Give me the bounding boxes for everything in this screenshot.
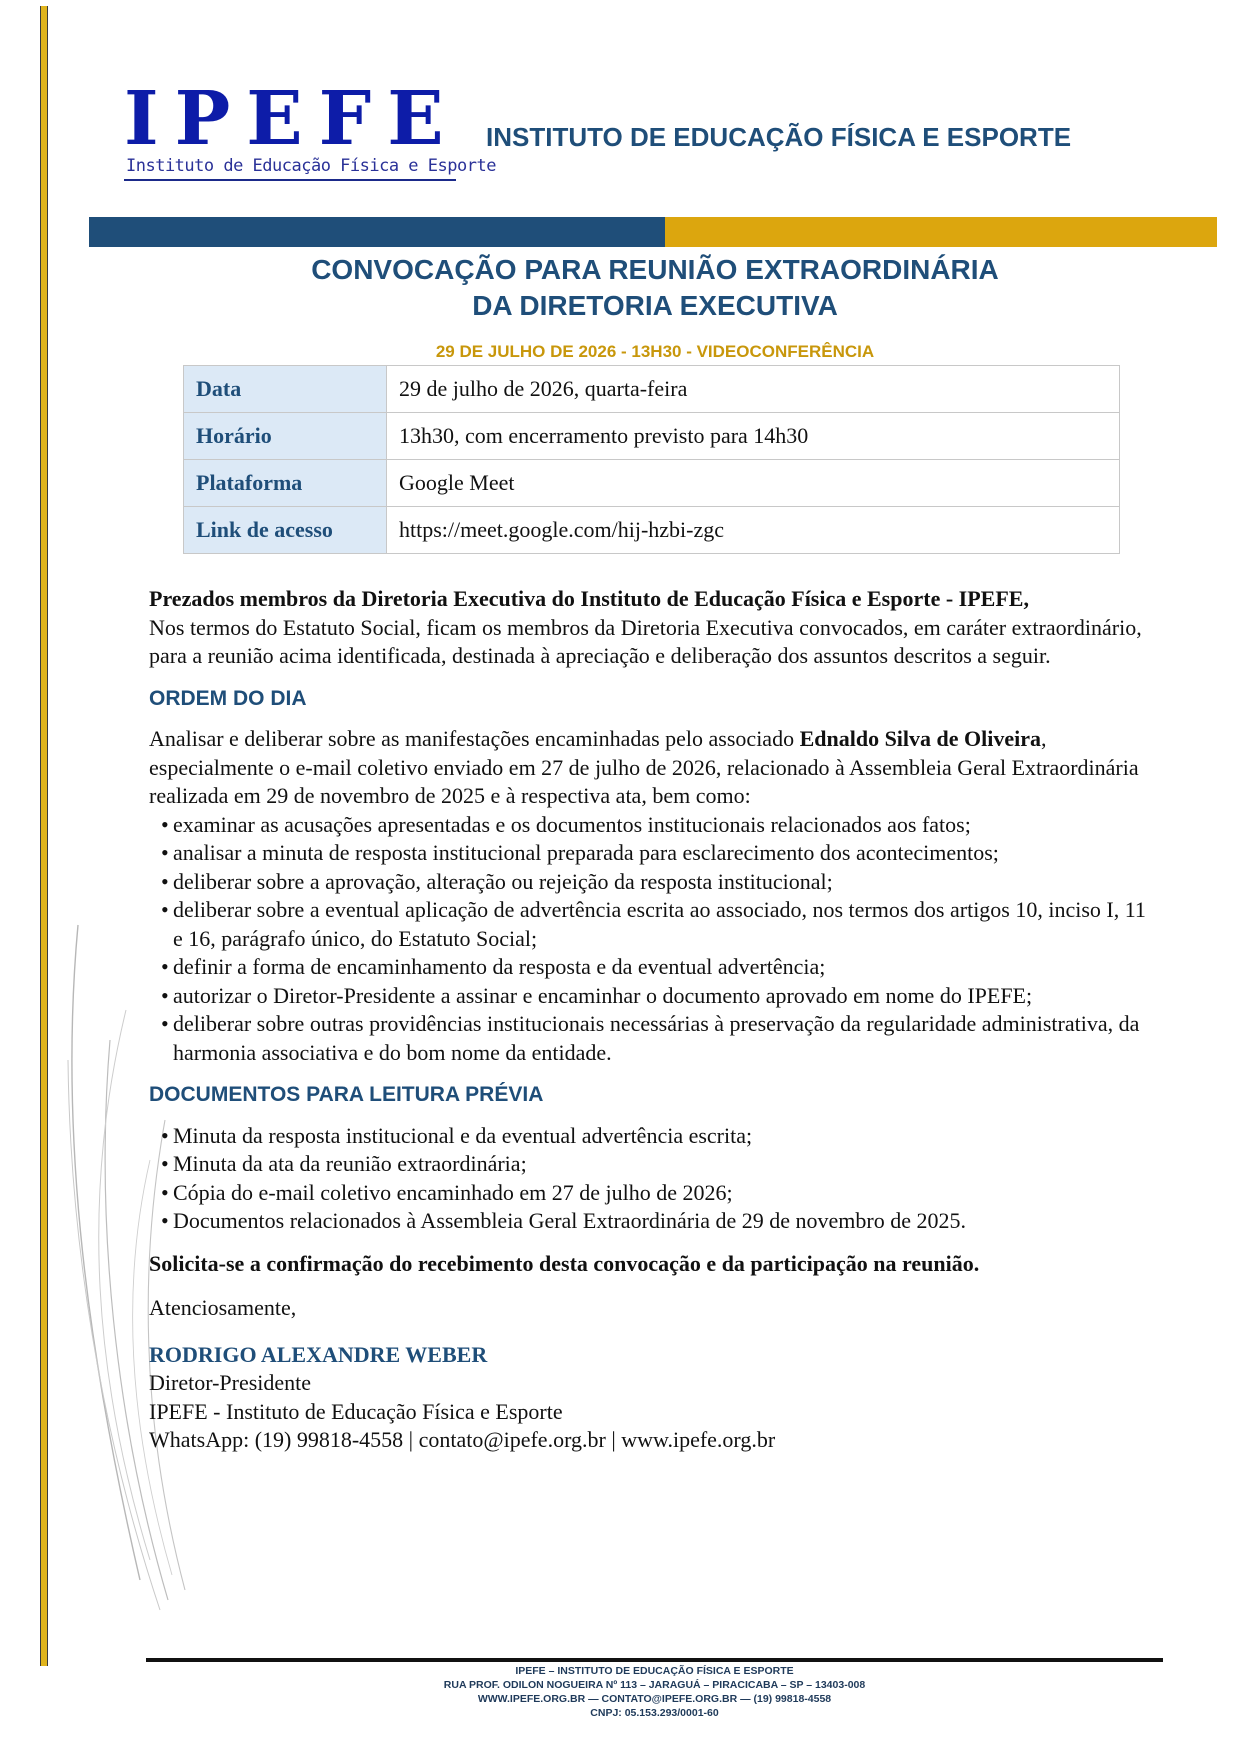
list-item: • deliberar sobre a aprovação, alteração ou rejeição da resposta institucional;	[161, 868, 1149, 897]
logo-subtitle: Instituto de Educação Física e Esporte	[126, 156, 496, 176]
document-title	[140, 252, 1170, 324]
logo-wordmark: IPEFE	[124, 76, 460, 162]
documents-heading: DOCUMENTOS PARA LEITURA PRÉVIA	[149, 1083, 544, 1106]
value-data: 29 de julho de 2026, quarta-feira	[387, 366, 1120, 413]
value-plataforma: Google Meet	[387, 460, 1120, 507]
document-body	[149, 585, 1149, 1455]
list-item: • examinar as acusações apresentadas e os documentos institucionais relacionados aos fatos;	[161, 811, 1149, 840]
footer-line-3: WWW.IPEFE.ORG.BR — CONTATO@IPEFE.ORG.BR — (19) 99818-4558	[477, 1693, 832, 1705]
list-item: • Minuta da ata da reunião extraordinária;	[161, 1150, 1149, 1179]
meeting-info-table	[183, 365, 1120, 554]
closing-request: Solicita-se a confirmação do recebimento desta convocação e da participação na reunião.	[149, 1250, 980, 1276]
table-row	[184, 366, 1120, 413]
list-item: • Documentos relacionados à Assembleia Geral Extraordinária de 29 de novembro de 2025.	[161, 1207, 1149, 1236]
label-data: Data	[184, 366, 387, 413]
agenda-intro	[149, 725, 1149, 811]
signer-role: Diretor-Presidente	[149, 1370, 312, 1395]
agenda-list	[149, 811, 1149, 1068]
list-item: • Cópia do e-mail coletivo encaminhado em 27 de julho de 2026;	[161, 1179, 1149, 1208]
list-item: • autorizar o Diretor-Presidente a assinar e encaminhar o documento aprovado em nome do IPEFE;	[161, 982, 1149, 1011]
footer-line-2: RUA PROF. ODILON NOGUEIRA Nº 113 – JARAGUÁ – PIRACICABA – SP – 13403-008	[443, 1679, 866, 1691]
agenda-heading: ORDEM DO DIA	[149, 686, 307, 710]
agenda-intro-end: , especialmente o e-mail coletivo enviado em 27 de julho de 2026, relacionado à Assembleia Geral Extraordinária realizada em 29 de novembro de 2025 e à respectiva ata, bem como:	[149, 726, 1139, 808]
regards: Atenciosamente,	[149, 1295, 297, 1320]
title-line-1: CONVOCAÇÃO PARA REUNIÃO EXTRAORDINÁRIA	[311, 254, 999, 285]
table-row	[184, 413, 1120, 460]
label-horario: Horário	[184, 413, 387, 460]
table-row	[184, 460, 1120, 507]
list-item: • definir a forma de encaminhamento da resposta e da eventual advertência;	[161, 953, 1149, 982]
list-item: • Minuta da resposta institucional e da eventual advertência escrita;	[161, 1122, 1149, 1151]
header-title: INSTITUTO DE EDUCAÇÃO FÍSICA E ESPORTE	[486, 122, 1072, 152]
table-row	[184, 507, 1120, 554]
list-item: • deliberar sobre a eventual aplicação de advertência escrita ao associado, nos termos dos artigos 10, inciso I, 11 e 16, parágrafo único, do Estatuto Social;	[161, 896, 1149, 953]
list-item: • deliberar sobre outras providências institucionais necessárias à preservação da regularidade administrativa, da harmonia associativa e do bom nome da entidade.	[161, 1010, 1149, 1067]
left-margin-bar	[40, 6, 48, 1666]
agenda-intro-start: Analisar e deliberar sobre as manifestações encaminhadas pelo associado	[149, 726, 800, 751]
signer-contact: WhatsApp: (19) 99818-4558 | contato@ipefe.org.br | www.ipefe.org.br	[149, 1427, 776, 1452]
list-item: • analisar a minuta de resposta institucional preparada para esclarecimento dos acontecimentos;	[161, 839, 1149, 868]
associate-name: Ednaldo Silva de Oliveira	[799, 726, 1042, 751]
footer	[146, 1664, 1163, 1720]
intro-paragraph: Nos termos do Estatuto Social, ficam os membros da Diretoria Executiva convocados, em caráter extraordinário, para a reunião acima identificada, destinada à apreciação e deliberação dos assuntos descritos a seguir.	[149, 614, 1142, 668]
header-band-blue	[89, 217, 665, 247]
signer-name: RODRIGO ALEXANDRE WEBER	[149, 1341, 488, 1367]
documents-list	[149, 1122, 1149, 1236]
value-horario: 13h30, com encerramento previsto para 14h30	[387, 413, 1120, 460]
label-link: Link de acesso	[184, 507, 387, 554]
signer-org: IPEFE - Instituto de Educação Física e Esporte	[149, 1398, 563, 1424]
ipefe-logo	[124, 76, 496, 185]
footer-rule	[146, 1658, 1163, 1662]
footer-line-4: CNPJ: 05.153.293/0001-60	[590, 1707, 719, 1719]
header-band-gold	[665, 217, 1217, 247]
logo-underline	[124, 179, 456, 181]
greeting: Prezados membros da Diretoria Executiva do Instituto de Educação Física e Esporte - IPEFE,	[149, 586, 1029, 611]
document-subtitle: 29 DE JULHO DE 2026 - 13H30 - VIDEOCONFERÊNCIA	[435, 342, 875, 361]
meeting-link[interactable]: https://meet.google.com/hij-hzbi-zgc	[387, 507, 1120, 554]
footer-line-1: IPEFE – INSTITUTO DE EDUCAÇÃO FÍSICA E ESPORTE	[515, 1665, 794, 1677]
label-plataforma: Plataforma	[184, 460, 387, 507]
title-line-2: DA DIRETORIA EXECUTIVA	[472, 290, 838, 321]
